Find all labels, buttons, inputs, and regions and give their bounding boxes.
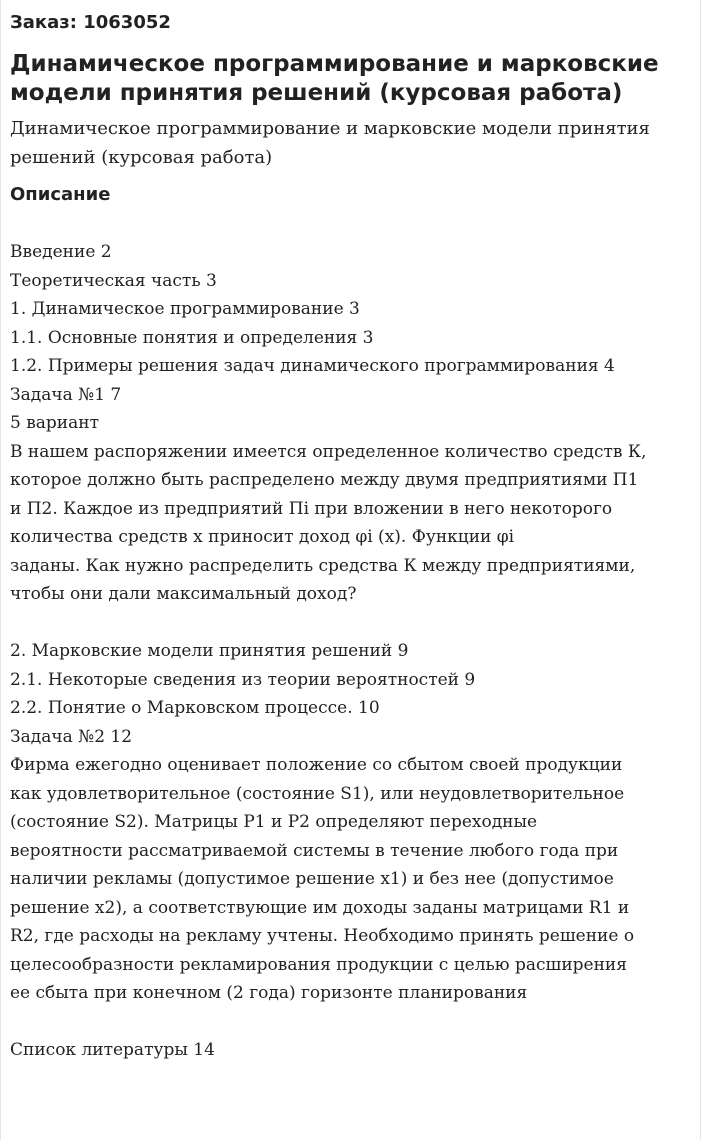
toc-line: 2.1. Некоторые сведения из теории вероятностей 9 <box>10 669 476 690</box>
text-line: (состояние S2). Матрицы Р1 и Р2 определяют переходные <box>10 812 538 832</box>
toc-line: 2.2. Понятие о Марковском процессе. 10 <box>10 698 380 718</box>
subtitle-line: Динамическое программирование и марковские модели принятия <box>10 118 650 139</box>
toc-line: Список литературы 14 <box>10 1040 215 1060</box>
spacer <box>10 1008 684 1037</box>
toc-line: 1. Динамическое программирование 3 <box>10 299 360 319</box>
text-line: которое должно быть распределено между двумя предприятиями П1 <box>10 470 639 490</box>
text-line: количества средств х приносит доход φi (х). Функции φi <box>10 527 515 547</box>
title-line: модели принятия решений (курсовая работа) <box>10 80 623 106</box>
toc-line: Задача №2 12 <box>10 726 133 747</box>
text-line: как удовлетворительное (состояние S1), или неудовлетворительное <box>10 783 625 804</box>
subtitle-line: решений (курсовая работа) <box>10 147 273 168</box>
text-line: решение х2), а соответствующие им доходы заданы матрицами R1 и <box>10 897 630 918</box>
text-line: R2, где расходы на рекламу учтены. Необходимо принять решение о <box>10 926 635 946</box>
product-page <box>1 0 700 1065</box>
toc-line: 1.2. Примеры решения задач динамического программирования 4 <box>10 356 615 376</box>
toc-line: 2. Марковские модели принятия решений 9 <box>10 641 409 661</box>
text-line: чтобы они дали максимальный доход? <box>10 584 357 604</box>
text-line: ее сбыта при конечном (2 года) горизонте планирования <box>10 983 528 1003</box>
text-line: заданы. Как нужно распределить средства К между предприятиями, <box>10 555 636 576</box>
description-heading: Описание <box>10 184 111 205</box>
toc-line: Введение 2 <box>10 242 112 262</box>
text-line: наличии рекламы (допустимое решение х1) и без нее (допустимое <box>10 869 614 889</box>
toc-line: Теоретическая часть 3 <box>10 270 217 291</box>
toc-line: Задача №1 7 <box>10 384 122 405</box>
text-line: Фирма ежегодно оценивает положение со сбытом своей продукции <box>10 755 623 775</box>
text-line: целесообразности рекламирования продукции с целью расширения <box>10 954 627 975</box>
page-title <box>10 50 684 108</box>
text-line: и П2. Каждое из предприятий Пi при вложении в него некоторого <box>10 498 613 519</box>
description-content <box>10 238 684 1065</box>
page-subtitle <box>10 114 684 172</box>
title-line: Динамическое программирование и марковские <box>10 51 659 77</box>
order-number: Заказ: 1063052 <box>10 12 171 33</box>
spacer <box>10 609 684 638</box>
toc-line: 1.1. Основные понятия и определения 3 <box>10 327 374 348</box>
text-line: 5 вариант <box>10 413 100 433</box>
text-line: вероятности рассматриваемой системы в течение любого года при <box>10 840 619 861</box>
text-line: В нашем распоряжении имеется определенное количество средств К, <box>10 441 647 462</box>
